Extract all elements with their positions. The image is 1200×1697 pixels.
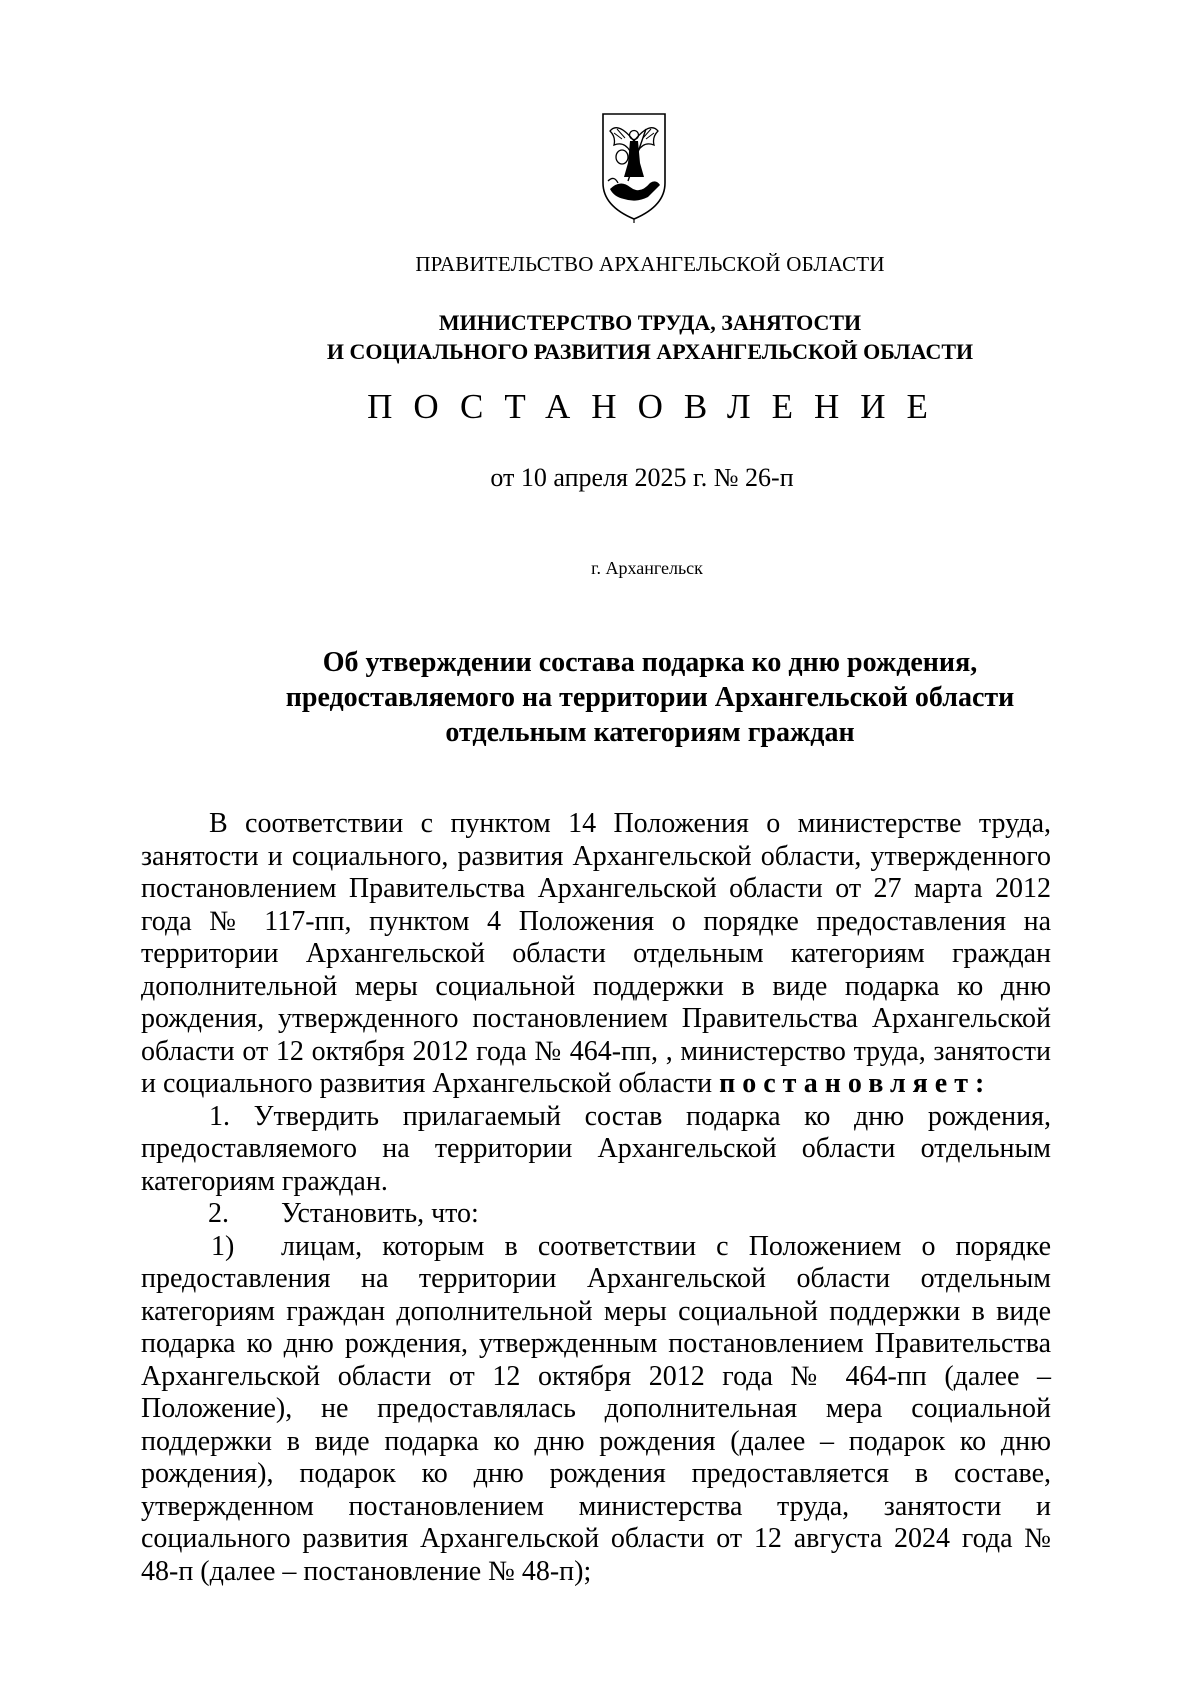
archangel-coat-of-arms-icon — [600, 111, 668, 223]
government-name: ПРАВИТЕЛЬСТВО АРХАНГЕЛЬСКОЙ ОБЛАСТИ — [415, 252, 885, 276]
document-title — [50, 645, 1200, 750]
document-title-line3: отдельным категориям граждан — [445, 717, 855, 748]
resolves-word: постановляет: — [719, 1068, 992, 1099]
item-2-paragraph — [141, 1198, 1051, 1231]
subitem-1-number: 1) — [211, 1230, 235, 1262]
preamble-text: В соответствии с пунктом 14 Положения о министерстве труда, занятости и социального, развития Архангельской области, утвержденного постановлением Правительства Архангельской области от 27 марта 2012 года № 117-пп, пунктом 4 Положения о порядке предоставления на территории Архангельской области отдельным категориям граждан дополнительной меры социальной поддержки в виде подарка ко дню рождения, утвержденного постановлением Правительства Архангельской области от 12 октября 2012 года № 464-пп, , министерство труда, занятости и социального развития Архангельской области — [141, 808, 1051, 1099]
subitem-1-paragraph — [141, 1231, 1051, 1589]
document-type: ПОСТАНОВЛЕНИЕ — [367, 387, 949, 426]
document-body — [141, 808, 1051, 1588]
item-2-text: Установить, что: — [281, 1198, 479, 1229]
preamble-paragraph — [141, 808, 1051, 1101]
item-2-number: 2. — [208, 1198, 229, 1229]
document-title-line1: Об утверждении состава подарка ко дню рождения, — [322, 647, 978, 678]
subitem-1-text: лицам, которым в соответствии с Положением о порядке предоставления на территории Архангельской области отдельным категориям граждан дополнительной меры социальной поддержки в виде подарка ко дню рождения, утвержденным постановлением Правительства Архангельской области от 12 октября 2012 года № 464-пп (далее – Положение), не предоставлялась дополнительная мера социальной поддержки в виде подарка ко дню рождения (далее – подарок ко дню рождения), подарок ко дню рождения предоставляется в составе, утвержденном постановлением министерства труда, занятости и социального развития Архангельской области от 12 августа 2024 года № 48-п (далее – постановление № 48-п); — [141, 1230, 1051, 1587]
document-title-line2: предоставляемого на территории Архангельской области — [285, 682, 1015, 713]
ministry-name-line1: МИНИСТЕРСТВО ТРУДА, ЗАНЯТОСТИ — [438, 310, 862, 335]
ministry-name — [50, 308, 1200, 366]
city: г. Архангельск — [591, 558, 703, 578]
item-1-paragraph — [141, 1101, 1051, 1199]
ministry-name-line2: И СОЦИАЛЬНОГО РАЗВИТИЯ АРХАНГЕЛЬСКОЙ ОБЛАСТИ — [326, 339, 974, 364]
date-and-number: от 10 апреля 2025 г. № 26-п — [490, 463, 794, 492]
item-1-text: 1. Утвердить прилагаемый состав подарка ко дню рождения, предоставляемого на территории Архангельской области отдельным категориям граждан. — [141, 1100, 1051, 1197]
